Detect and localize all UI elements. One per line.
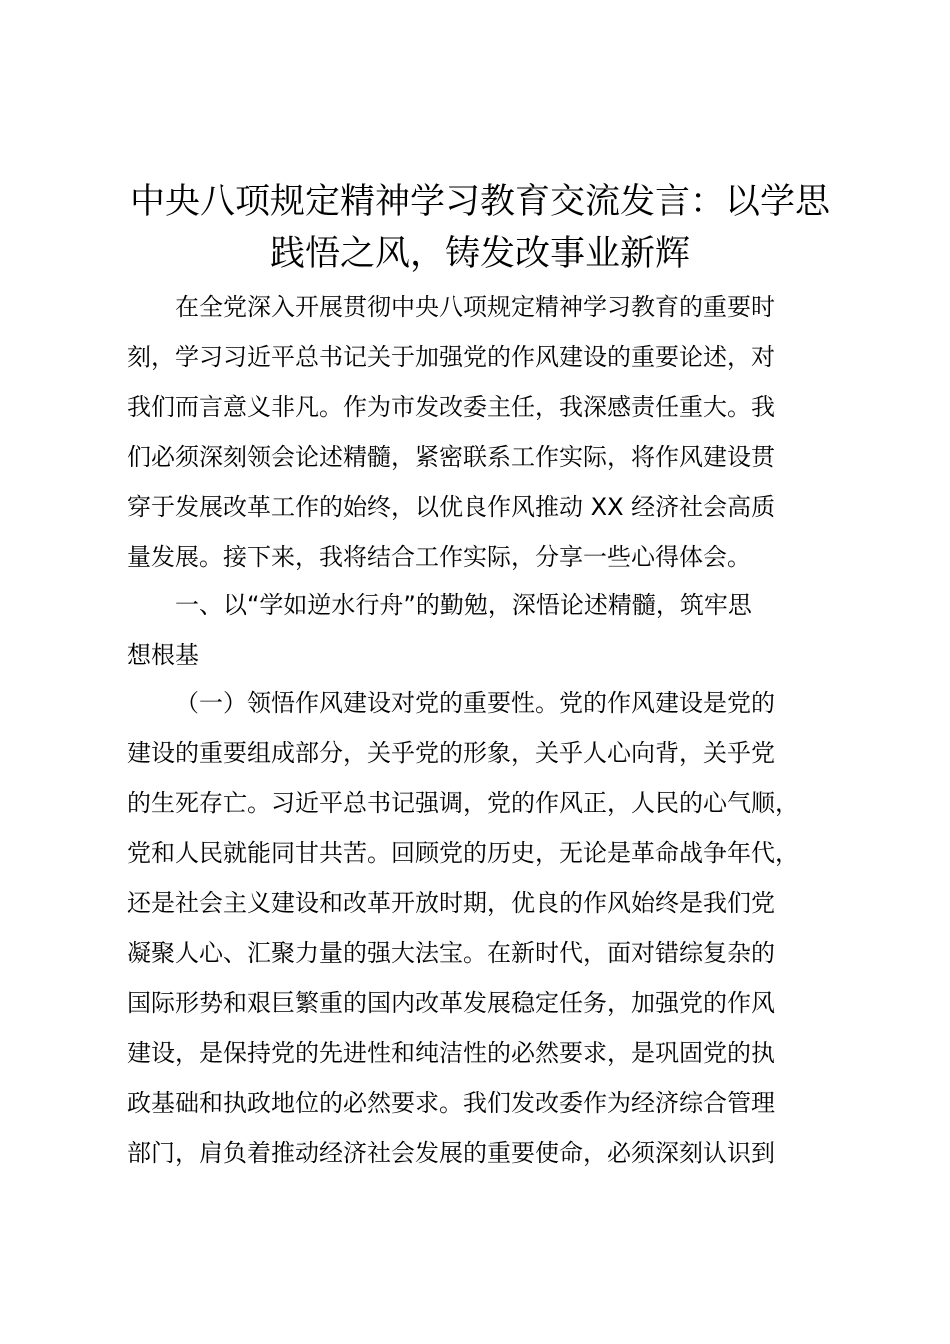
section-heading-1	[127, 580, 847, 680]
paragraph-line: 国际形势和艰巨繁重的国内改革发展稳定任务，加强党的作风	[127, 989, 775, 1017]
paragraph-line: 们必须深刻领会论述精髓，紧密联系工作实际，将作风建设贯	[127, 443, 775, 471]
paragraph-intro	[127, 282, 847, 582]
paragraph-line: 在全党深入开展贯彻中央八项规定精神学习教育的重要时	[175, 293, 775, 321]
paragraph-line: 我们而言意义非凡。作为市发改委主任，我深感责任重大。我	[127, 393, 775, 421]
paragraph-line: 量发展。接下来，我将结合工作实际，分享一些心得体会。	[127, 543, 751, 571]
paragraph-line: 建设，是保持党的先进性和纯洁性的必然要求，是巩固党的执	[127, 1039, 775, 1067]
paragraph-line: 部门，肩负着推动经济社会发展的重要使命，必须深刻认识到	[127, 1139, 775, 1167]
heading-line: 一、以“学如逆水行舟”的勤勉，深悟论述精髓，筑牢思	[175, 591, 752, 619]
paragraph-line: 政基础和执政地位的必然要求。我们发改委作为经济综合管理	[127, 1089, 775, 1117]
title-line-1: 中央八项规定精神学习教育交流发言：以学思	[129, 182, 830, 222]
paragraph-line: 凝聚人心、汇聚力量的强大法宝。在新时代，面对错综复杂的	[127, 939, 775, 967]
paragraph-line: 建设的重要组成部分，关乎党的形象，关乎人心向背，关乎党	[127, 739, 775, 767]
paragraph-line: （一）领悟作风建设对党的重要性。党的作风建设是党的	[175, 689, 775, 717]
paragraph-line: 还是社会主义建设和改革开放时期，优良的作风始终是我们党	[127, 889, 775, 917]
heading-line: 想根基	[127, 641, 199, 669]
paragraph-line: 的生死存亡。习近平总书记强调，党的作风正，人民的心气顺，	[127, 789, 799, 817]
paragraph-line: 刻，学习习近平总书记关于加强党的作风建设的重要论述，对	[127, 343, 775, 371]
title-line-2: 践悟之风，铸发改事业新辉	[269, 234, 690, 274]
paragraph-subsection-1	[127, 678, 847, 1178]
paragraph-line: 党和人民就能同甘共苦。回顾党的历史，无论是革命战争年代，	[127, 839, 799, 867]
document-title	[120, 176, 840, 280]
paragraph-line: 穿于发展改革工作的始终，以优良作风推动 XX 经济社会高质	[127, 493, 776, 521]
